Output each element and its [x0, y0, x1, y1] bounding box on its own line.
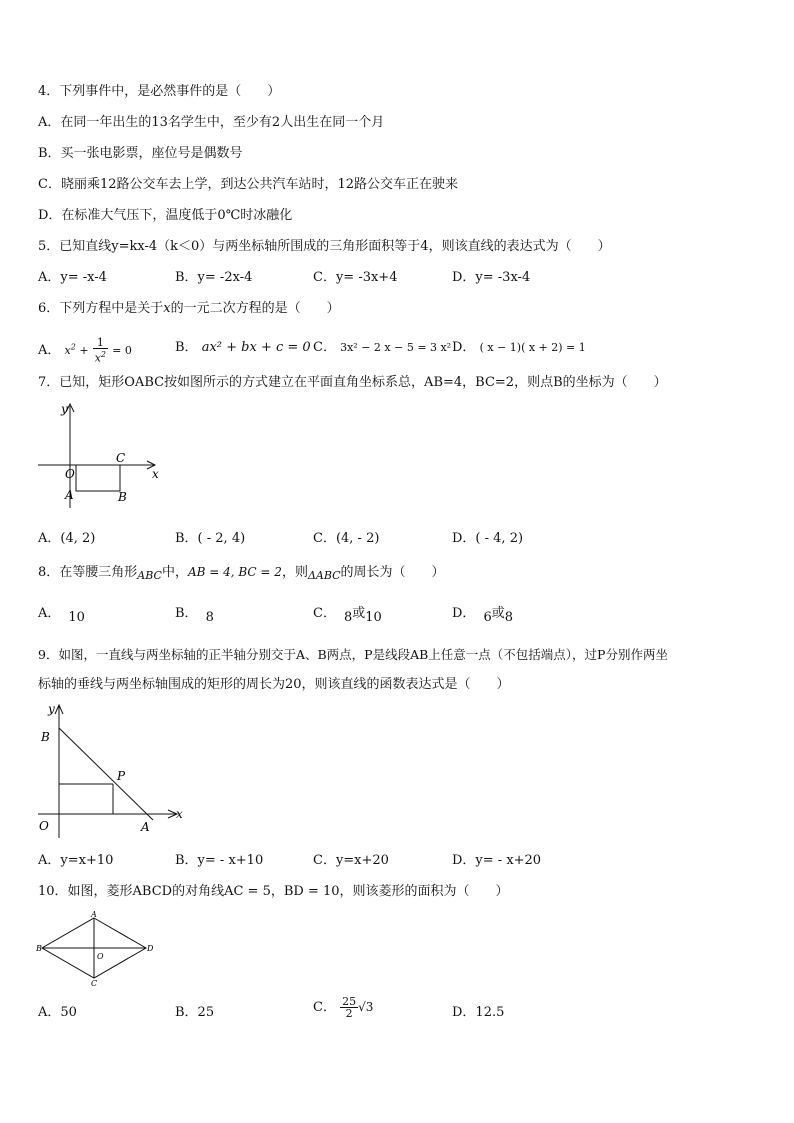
q10-option-c-denominator: 2 [345, 1007, 353, 1020]
q8-stem-part2: 中， [161, 565, 188, 580]
q7-option-c: C．(4, - 2) [313, 531, 380, 546]
q8-option-b-label: B． [175, 606, 198, 621]
q6-option-a-fraction: $\frac{1}{x^2}$ [94, 336, 107, 365]
q9-label-o: O [39, 819, 49, 833]
q10-option-c [313, 996, 373, 1019]
q8-option-a [38, 605, 85, 625]
q8-option-b-value: 8 [205, 610, 214, 625]
q9-stem-line2: 标轴的垂线与两坐标轴围成的矩形的周长为20，则该直线的函数表达式是（ ） [38, 677, 510, 692]
q10-label-a: A [91, 910, 97, 919]
q6-option-b [175, 339, 311, 357]
q9-figure [36, 700, 196, 840]
q7-figure [36, 398, 166, 513]
q8-stem-condition: AB = 4, BC = 2 [187, 565, 282, 579]
q8-option-d [452, 605, 514, 625]
q4-option-d: D．在标准大气压下，温度低于0℃时冰融化 [38, 208, 293, 223]
q6-option-d-equation: ( x − 1)( x + 2) = 1 [479, 341, 586, 354]
q6-option-b-equation: ax² + bx + c = 0 [201, 340, 311, 355]
q8-stem [38, 563, 445, 582]
q7-label-o: O [65, 467, 75, 481]
q6-stem [38, 300, 340, 318]
q10-option-a: A．50 [38, 1005, 77, 1020]
q10-option-c-numerator: 25 [342, 995, 357, 1008]
q10-label-d: D [147, 944, 154, 953]
q8-option-d-value2: 8 [504, 610, 514, 625]
q8-option-c-or: 或 [352, 606, 366, 621]
q10-option-c-label: C． [313, 1000, 336, 1015]
q6-option-b-label: B． [175, 340, 198, 355]
q6-stem-part1: 6．下列方程中是关于 [38, 301, 164, 316]
q4-option-a: A．在同一年出生的13名学生中，至少有2人出生在同一个月 [38, 115, 385, 130]
q6-option-c [313, 339, 451, 357]
q8-stem-part4: 的周长为（ ） [340, 565, 445, 580]
q7-label-y: y [61, 402, 68, 416]
q10-figure [36, 908, 161, 990]
q5-stem: 5．已知直线y=kx-4（k＜0）与两坐标轴所围成的三角形面积等于4，则该直线的表达式为（ ） [38, 239, 611, 254]
q9-label-b: B [41, 730, 50, 744]
q8-option-a-label: A． [38, 606, 61, 621]
q7-rectangle [76, 465, 120, 491]
q9-option-d: D．y= - x+20 [452, 853, 542, 868]
q5-option-b: B．y= -2x-4 [175, 270, 253, 285]
q8-option-c-value1: 8 [343, 610, 353, 625]
q8-stem-abc: ABC [137, 569, 162, 582]
q10-option-c-root: √3 [358, 1000, 374, 1014]
q7-option-b: B．( - 2, 4) [175, 531, 246, 546]
q7-option-d: D．( - 4, 2) [452, 531, 524, 546]
q7-option-a: A．(4, 2) [38, 531, 96, 546]
q8-option-c-value2: 10 [365, 610, 382, 625]
q9-option-c: C．y=x+20 [313, 853, 389, 868]
q10-label-o: O [97, 952, 104, 961]
q6-option-c-label: C． [313, 340, 336, 355]
q4-stem: 4．下列事件中，是必然事件的是（ ） [38, 84, 281, 99]
q6-option-a-label: A． [38, 342, 61, 358]
q10-label-c: C [91, 979, 98, 988]
q9-stem-line1: 9．如图，一直线与两坐标轴的正半轴分别交于A、B两点，P是线段AB上任意一点（不包括端点），过P分别作两坐 [38, 647, 668, 662]
q10-stem: 10．如图，菱形ABCD的对角线AC = 5，BD = 10，则该菱形的面积为（ ） [38, 884, 509, 899]
q9-label-p: P [117, 769, 126, 783]
q8-stem-part3: ，则 [281, 565, 308, 580]
q8-option-b [175, 605, 214, 625]
q8-option-d-or: 或 [491, 606, 505, 621]
q8-option-d-label: D． [452, 606, 476, 621]
q5-option-d: D．y= -3x-4 [452, 270, 531, 285]
q9-label-y: y [48, 702, 55, 716]
q6-option-d-label: D． [452, 340, 476, 355]
q7-label-x: x [152, 467, 159, 481]
q6-option-a: A． $x^2$ + $\frac{1}{x^2}$ = 0 [38, 336, 132, 365]
q6-stem-part2: 的一元二次方程的是（ ） [170, 301, 340, 316]
q7-stem: 7．已知，矩形OABC按如图所示的方式建立在平面直角坐标系总，AB=4，BC=2，则点B的坐标为（ ） [38, 375, 667, 390]
q5-option-a: A．y= -x-4 [38, 270, 107, 285]
q8-option-a-value: 10 [68, 610, 85, 625]
q6-option-a-tail: = 0 [112, 343, 132, 357]
q6-option-d [452, 339, 586, 357]
q5-option-c: C．y= -3x+4 [313, 270, 398, 285]
q9-label-x: x [176, 807, 183, 821]
q10-option-b: B．25 [175, 1005, 215, 1020]
q6-stem-variable: x [163, 301, 171, 316]
q8-option-c [313, 605, 382, 625]
q8-stem-triangle: ΔABC [307, 569, 341, 582]
q10-label-b: B [36, 944, 42, 953]
q6-option-c-equation: 3x² − 2 x − 5 = 3 x² [340, 341, 452, 354]
q9-label-a: A [141, 820, 150, 834]
q7-label-b: B [118, 490, 127, 504]
q9-option-a: A．y=x+10 [38, 853, 114, 868]
q10-option-c-fraction [340, 996, 358, 1019]
q4-option-b: B．买一张电影票，座位号是偶数号 [38, 146, 243, 161]
q7-label-c: C [116, 451, 126, 465]
q8-option-c-label: C． [313, 606, 336, 621]
q8-option-d-value1: 6 [483, 610, 492, 625]
q10-option-d: D．12.5 [452, 1005, 505, 1020]
q8-stem-part1: 8．在等腰三角形 [38, 565, 138, 580]
q7-label-a: A [65, 488, 74, 502]
q4-option-c: C．晓丽乘12路公交车去上学，到达公共汽车站时，12路公交车正在驶来 [38, 177, 459, 192]
q9-option-b: B．y= - x+10 [175, 853, 264, 868]
q9-line-ab [59, 728, 153, 820]
